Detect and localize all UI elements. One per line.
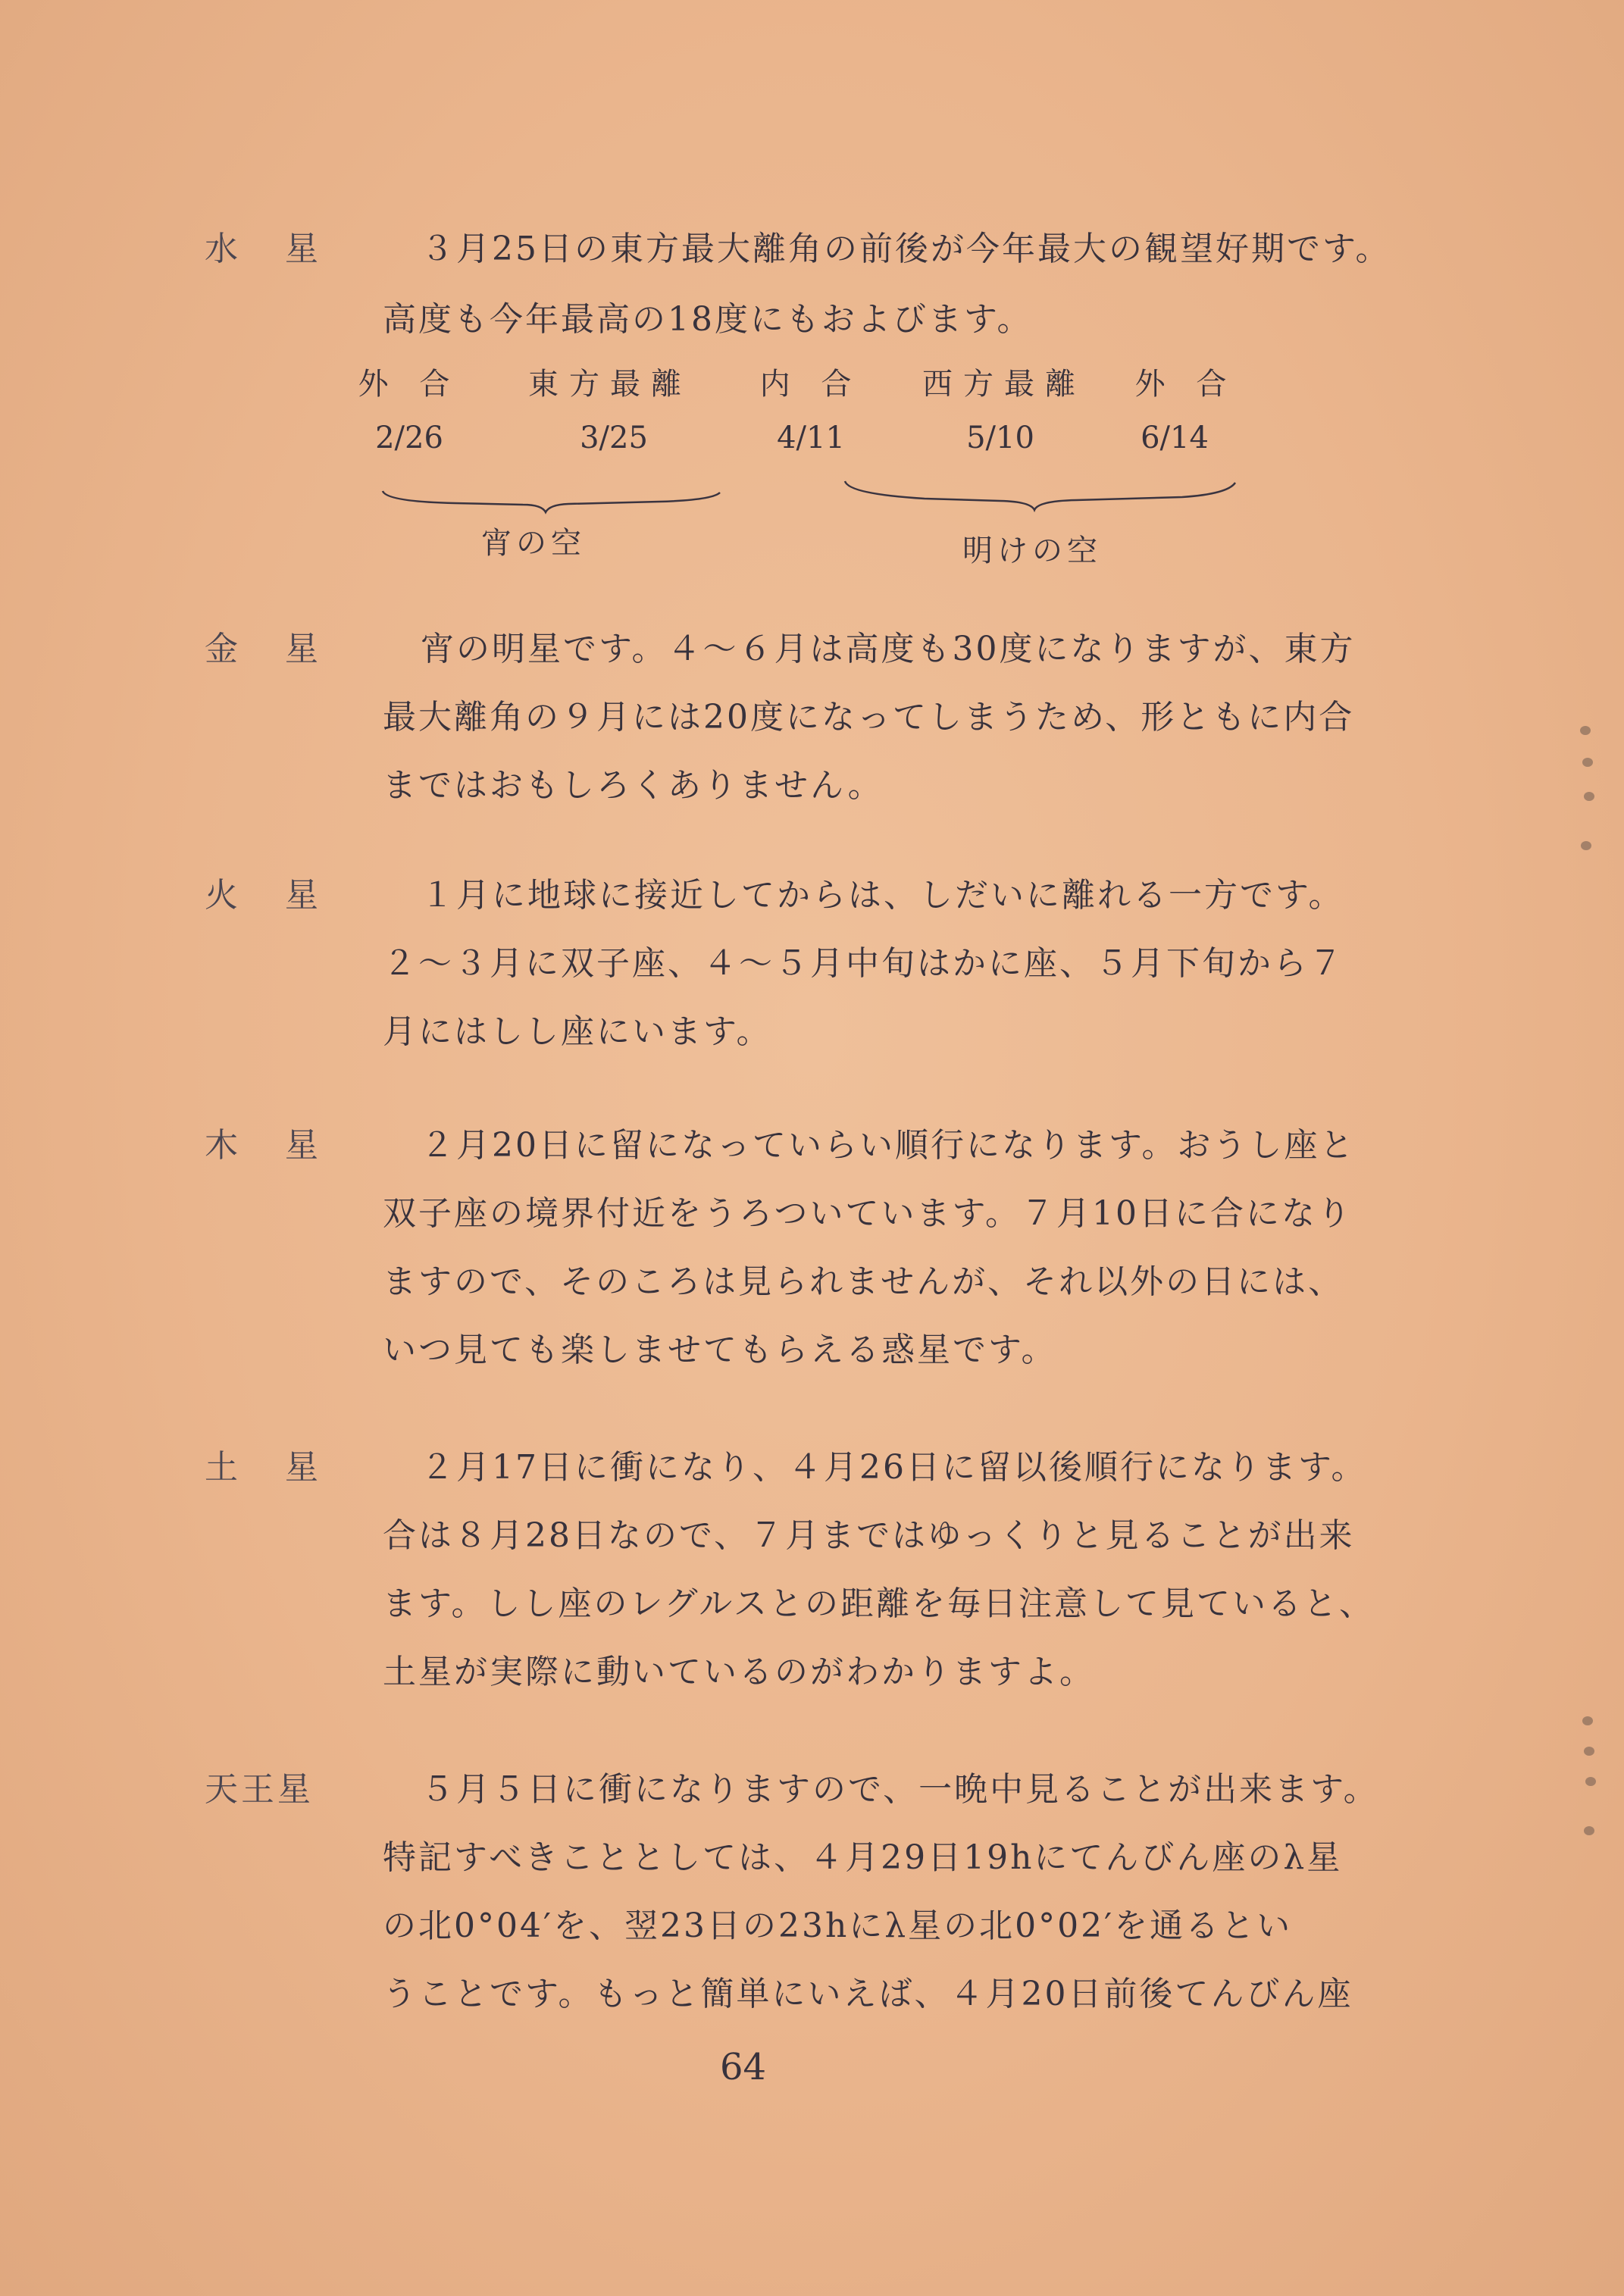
- table-column-date: 6/14: [1141, 421, 1209, 455]
- binding-hole: [1584, 1747, 1594, 1756]
- section-label-uranus: 天王星: [205, 1770, 314, 1809]
- table-column-label: 西方最離: [922, 367, 1086, 402]
- table-column-date: 3/25: [580, 421, 648, 455]
- section-label-jupiter: 木 星: [205, 1126, 336, 1165]
- evening-brace: [383, 491, 720, 512]
- table-column-label: 外 合: [1134, 367, 1238, 402]
- mercury-line-1: ３月25日の東方最大離角の前後が今年最大の観望好期です。: [421, 230, 1391, 268]
- period-braces: [0, 0, 1624, 606]
- morning-sky-label: 明けの空: [962, 533, 1102, 568]
- binding-hole: [1580, 726, 1591, 735]
- uranus-line-3: の北0°04′を、翌23日の23hにλ星の北0°02′を通るとい: [383, 1907, 1293, 1945]
- table-column-date: 5/10: [966, 421, 1034, 455]
- binding-hole: [1585, 1777, 1596, 1786]
- mars-line-3: 月にはしし座にいます。: [383, 1012, 772, 1051]
- saturn-line-4: 土星が実際に動いているのがわかりますよ。: [383, 1653, 1095, 1691]
- mars-line-2: ２～３月に双子座、４～５月中旬はかに座、５月下旬から７: [383, 944, 1344, 983]
- table-column-date: 4/11: [777, 421, 845, 455]
- jupiter-line-4: いつ見ても楽しませてもらえる惑星です。: [383, 1331, 1057, 1369]
- uranus-line-2: 特記すべきこととしては、４月29日19hにてんびん座のλ星: [383, 1838, 1343, 1877]
- saturn-line-2: 合は８月28日なので、７月まではゆっくりと見ることが出来: [383, 1516, 1355, 1555]
- section-label-mars: 火 星: [205, 876, 336, 915]
- saturn-line-1: ２月17日に衝になり、４月26日に留以後順行になります。: [421, 1448, 1367, 1487]
- binding-hole: [1582, 1716, 1593, 1725]
- uranus-line-4: うことです。もっと簡単にいえば、４月20日前後てんびん座: [383, 1975, 1353, 2013]
- jupiter-line-2: 双子座の境界付近をうろついています。７月10日に合になり: [383, 1194, 1353, 1233]
- binding-hole: [1584, 792, 1594, 801]
- venus-line-2: 最大離角の９月には20度になってしまうため、形ともに内合: [383, 698, 1355, 737]
- venus-line-1: 宵の明星です。４～６月は高度も30度になりますが、東方: [421, 630, 1356, 668]
- table-column-label: 東方最離: [528, 367, 692, 402]
- jupiter-line-3: ますので、そのころは見られませんが、それ以外の日には、: [383, 1262, 1344, 1301]
- mars-line-1: １月に地球に接近してからは、しだいに離れる一方です。: [421, 876, 1344, 915]
- table-column-label: 外 合: [358, 367, 461, 402]
- page-number: 64: [720, 2046, 767, 2088]
- binding-hole: [1582, 758, 1593, 767]
- table-column-label: 内 合: [759, 367, 862, 402]
- morning-brace: [845, 481, 1235, 510]
- mercury-line-2: 高度も今年最高の18度にもおよびます。: [383, 300, 1033, 339]
- uranus-line-1: ５月５日に衝になりますので、一晩中見ることが出来ます。: [421, 1770, 1379, 1809]
- binding-hole: [1584, 1826, 1594, 1835]
- saturn-line-3: ます。しし座のレグルスとの距離を毎日注意して見ていると、: [383, 1584, 1375, 1623]
- evening-sky-label: 宵の空: [481, 526, 586, 561]
- binding-hole: [1581, 841, 1591, 850]
- section-label-saturn: 土 星: [205, 1448, 336, 1487]
- section-label-venus: 金 星: [205, 630, 336, 668]
- venus-line-3: まではおもしろくありません。: [383, 766, 884, 805]
- section-label-mercury: 水 星: [205, 230, 336, 268]
- table-column-date: 2/26: [375, 421, 443, 455]
- jupiter-line-1: ２月20日に留になっていらい順行になります。おうし座と: [421, 1126, 1356, 1165]
